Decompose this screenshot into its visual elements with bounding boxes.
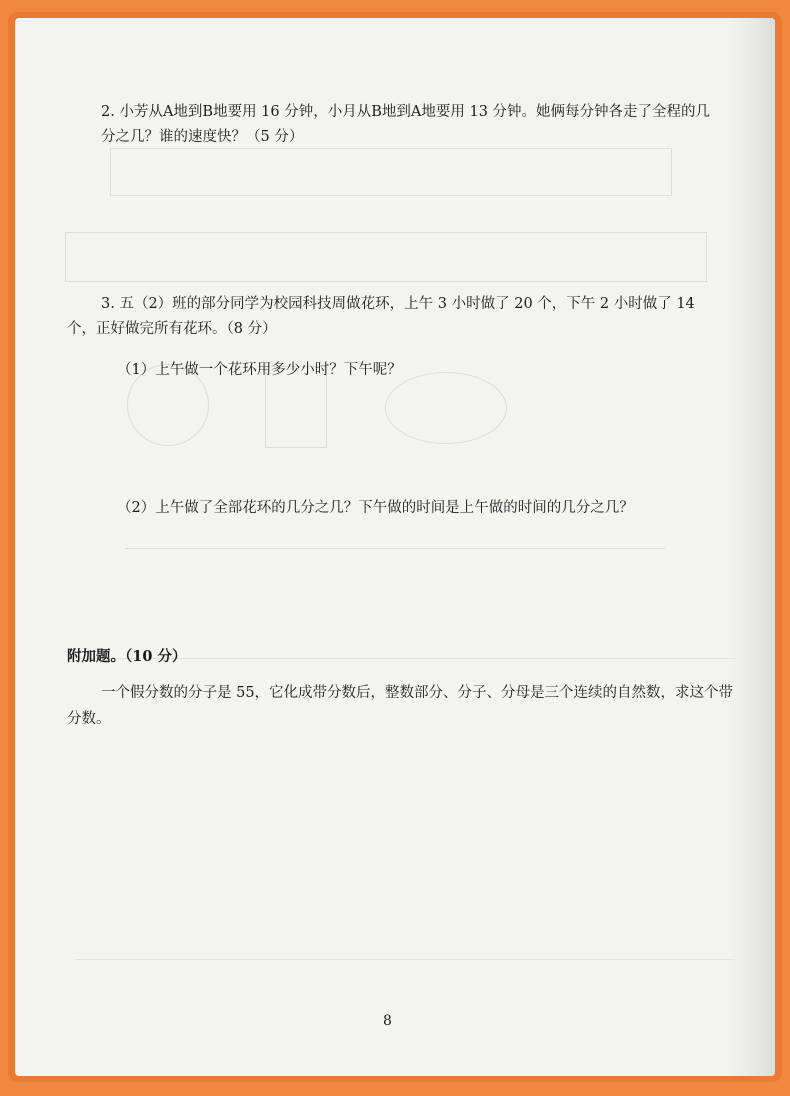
- question-3-part-1: （1）上午做一个花环用多少小时？下午呢？: [117, 362, 402, 378]
- bonus-question: 一个假分数的分子是 55，它化成带分数后，整数部分、分子、分母是三个连续的自然数，求这个带分数。: [67, 685, 734, 727]
- bleed-through-number-line: [125, 548, 665, 549]
- question-3: 3. 五（2）班的部分同学为校园科技周做花环，上午 3 小时做了 20 个，下午 2 小时做了 14 个，正好做完所有花环。（8 分）: [67, 296, 695, 337]
- page-number: 8: [383, 1013, 392, 1029]
- question-2: 2. 小芳从A地到B地要用 16 分钟，小月从B地到A地要用 13 分钟。她俩每分钟各走了全程的几分之几？谁的速度快？（5 分）: [101, 104, 711, 145]
- bonus-title: 附加题。（10 分）: [67, 648, 187, 665]
- worksheet-page: [15, 18, 775, 1076]
- bleed-through-table: [65, 232, 707, 282]
- bleed-through-figure-3: [385, 372, 507, 444]
- bleed-through-banner: [110, 148, 672, 196]
- question-3-part-2: （2）上午做了全部花环的几分之几？下午做的时间是上午做的时间的几分之几？: [117, 500, 634, 516]
